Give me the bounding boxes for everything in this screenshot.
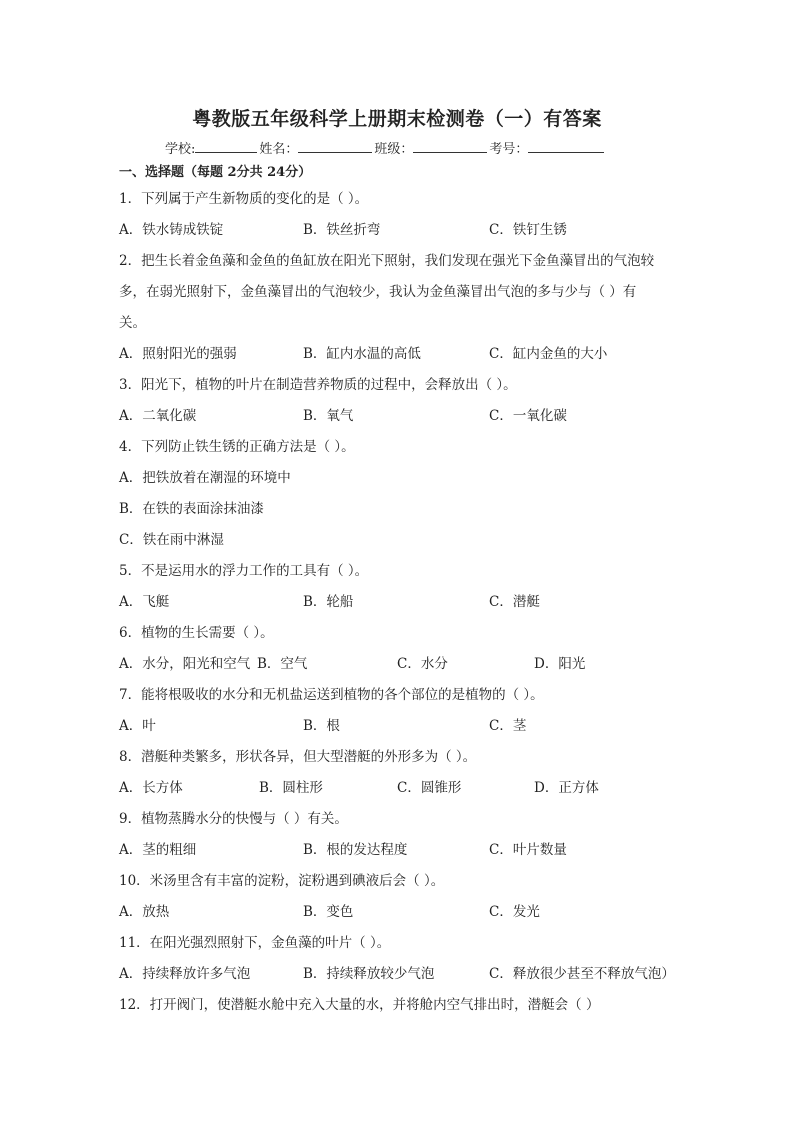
question-3-text: 3．阳光下，植物的叶片在制造营养物质的过程中，会释放出（ ）。 [119, 377, 517, 393]
q4-option-a[interactable]: A．把铁放着在潮湿的环境中 [119, 470, 291, 486]
question-1-text: 1．下列属于产生新物质的变化的是（ ）。 [119, 191, 369, 207]
q5-option-c[interactable]: C．潜艇 [489, 594, 540, 610]
q5-option-a[interactable]: A．飞艇 [119, 594, 170, 610]
question-1-options [119, 215, 689, 246]
q4-option-c[interactable]: C．铁在雨中淋湿 [119, 532, 224, 548]
exam-no-label: 考号： [489, 142, 529, 157]
question-9-text: 9．植物蒸腾水分的快慢与（ ）有关。 [119, 811, 348, 827]
question-2-text-line-2: 多，在弱光照射下，金鱼藻冒出的气泡较少，我认为金鱼藻冒出气泡的多与少与（ ）有 [119, 284, 637, 300]
question-6-options [119, 649, 689, 680]
student-info-line [165, 138, 606, 157]
q10-option-a[interactable]: A．放热 [119, 904, 170, 920]
question-8-text: 8．潜艇种类繁多，形状各异，但大型潜艇的外形多为（ ）。 [119, 749, 477, 765]
page-title: 粤教版五年级科学上册期末检测卷（一）有答案 [192, 108, 602, 130]
question-5-text: 5．不是运用水的浮力工作的工具有（ ）。 [119, 563, 369, 579]
q11-option-b[interactable]: B．持续释放较少气泡 [303, 966, 435, 982]
question-7-text: 7．能将根吸收的水分和无机盐运送到植物的各个部位的是植物的（ ）。 [119, 687, 544, 703]
school-blank[interactable] [195, 140, 257, 153]
q11-option-c[interactable]: C．释放很少甚至不释放气泡） [489, 966, 675, 982]
q2-option-b[interactable]: B．缸内水温的高低 [303, 346, 421, 362]
q2-option-c[interactable]: C．缸内金鱼的大小 [489, 346, 608, 362]
q6-option-b[interactable]: B．空气 [257, 656, 308, 672]
q9-option-a[interactable]: A．茎的粗细 [119, 842, 197, 858]
question-4-text: 4．下列防止铁生锈的正确方法是（ ）。 [119, 439, 355, 455]
q7-option-c[interactable]: C．茎 [489, 718, 527, 734]
section-title: 一、选择题（每题 2分共 24分） [119, 165, 312, 180]
q1-option-a[interactable]: A．铁水铸成铁锭 [119, 222, 224, 238]
q6-option-a[interactable]: A．水分，阳光和空气 [119, 656, 251, 672]
q2-option-a[interactable]: A．照射阳光的强弱 [119, 346, 237, 362]
name-label: 姓名： [259, 142, 299, 157]
q11-option-a[interactable]: A．持续释放许多气泡 [119, 966, 251, 982]
class-blank[interactable] [413, 140, 487, 153]
q8-option-c[interactable]: C．圆锥形 [397, 780, 462, 796]
q9-option-b[interactable]: B．根的发达程度 [303, 842, 408, 858]
q5-option-b[interactable]: B．轮船 [303, 594, 354, 610]
q4-option-b[interactable]: B．在铁的表面涂抹油漆 [119, 501, 264, 517]
question-3-options [119, 401, 689, 432]
question-6-text: 6．植物的生长需要（ ）。 [119, 625, 274, 641]
question-10-options [119, 897, 689, 928]
q8-option-d[interactable]: D．正方体 [534, 780, 599, 796]
q9-option-c[interactable]: C．叶片数量 [489, 842, 567, 858]
question-11-options [119, 959, 689, 990]
question-2-text-line-3: 关。 [119, 315, 146, 331]
q1-option-b[interactable]: B．铁丝折弯 [303, 222, 381, 238]
question-9-options [119, 835, 689, 866]
question-12-text: 12．打开阀门，使潜艇水舱中充入大量的水，并将舱内空气排出时，潜艇会（ ） [119, 997, 600, 1013]
q6-option-d[interactable]: D．阳光 [534, 656, 586, 672]
q8-option-a[interactable]: A．长方体 [119, 780, 183, 796]
class-label: 班级： [374, 142, 414, 157]
question-2-options [119, 339, 689, 370]
question-5-options [119, 587, 689, 618]
question-8-options [119, 773, 689, 804]
question-7-options [119, 711, 689, 742]
name-blank[interactable] [298, 140, 372, 153]
question-10-text: 10．米汤里含有丰富的淀粉，淀粉遇到碘液后会（ ）。 [119, 873, 445, 889]
q10-option-b[interactable]: B．变色 [303, 904, 354, 920]
q3-option-a[interactable]: A．二氧化碳 [119, 408, 197, 424]
q7-option-b[interactable]: B．根 [303, 718, 340, 734]
school-label: 学校: [165, 142, 196, 157]
q3-option-b[interactable]: B．氧气 [303, 408, 354, 424]
q1-option-c[interactable]: C．铁钉生锈 [489, 222, 567, 238]
q8-option-b[interactable]: B．圆柱形 [259, 780, 323, 796]
q10-option-c[interactable]: C．发光 [489, 904, 540, 920]
q6-option-c[interactable]: C．水分 [397, 656, 448, 672]
question-11-text: 11．在阳光强烈照射下，金鱼藻的叶片（ ）。 [119, 935, 391, 951]
q3-option-c[interactable]: C．一氧化碳 [489, 408, 567, 424]
q7-option-a[interactable]: A．叶 [119, 718, 156, 734]
question-2-text-line-1: 2．把生长着金鱼藻和金鱼的鱼缸放在阳光下照射，我们发现在强光下金鱼藻冒出的气泡较 [119, 253, 655, 269]
question-list [119, 184, 689, 1021]
exam-no-blank[interactable] [528, 140, 604, 153]
